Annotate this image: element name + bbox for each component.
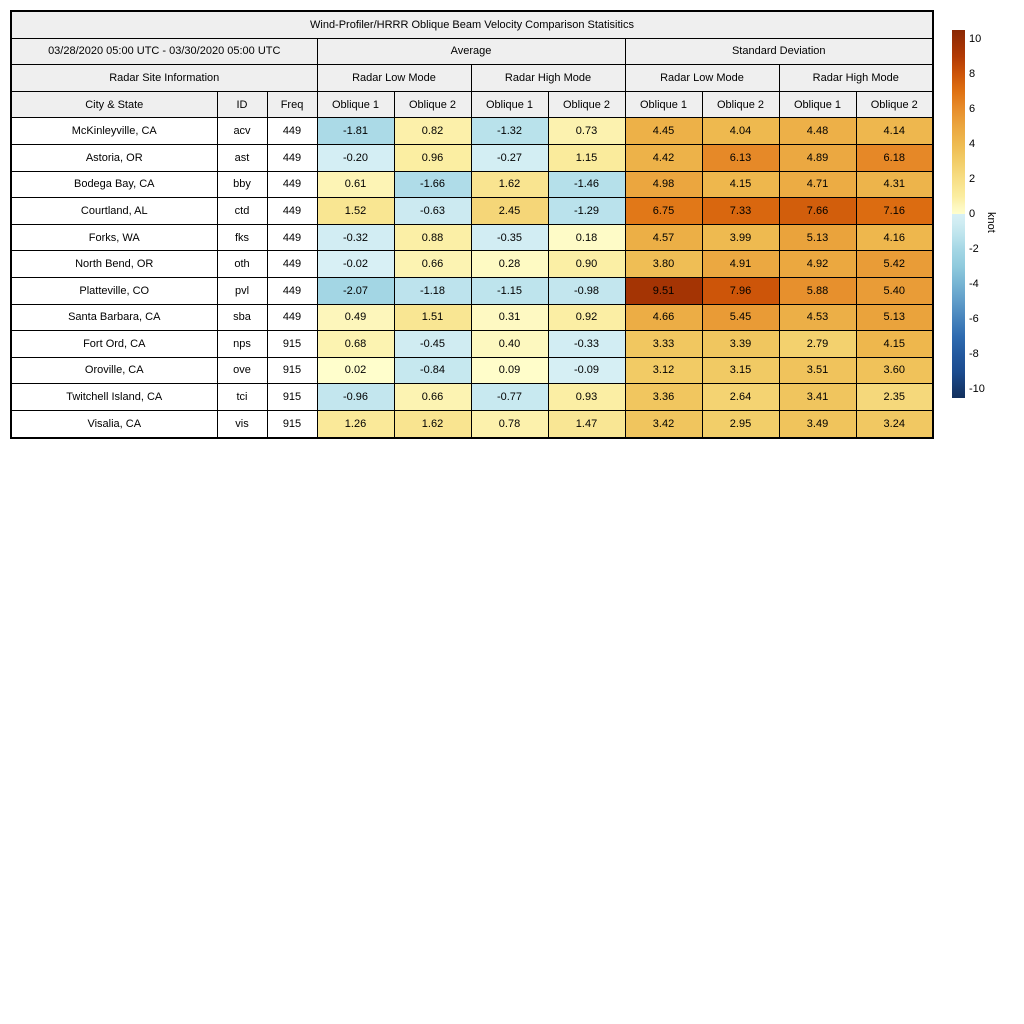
cell-value: 3.41 [779,384,856,411]
cell-id: vis [217,410,267,437]
cell-value: 7.66 [779,198,856,225]
cell-freq: 449 [267,224,317,251]
cell-value: 0.88 [394,224,471,251]
cell-value: 9.51 [625,277,702,304]
cell-value: -0.35 [471,224,548,251]
cell-value: 2.45 [471,198,548,225]
cell-value: 2.35 [856,384,933,411]
cell-city: North Bend, OR [11,251,217,278]
cell-value: -0.77 [471,384,548,411]
cell-value: 0.93 [548,384,625,411]
cell-value: -0.63 [394,198,471,225]
cell-value: 4.45 [625,118,702,145]
cell-value: -0.27 [471,144,548,171]
cell-value: 1.26 [317,410,394,437]
cell-value: -1.18 [394,277,471,304]
site-info-header: Radar Site Information [11,65,317,92]
cell-value: 6.13 [702,144,779,171]
col-header-oblique: Oblique 1 [317,91,394,118]
cell-id: ast [217,144,267,171]
col-header-freq: Freq [267,91,317,118]
cell-freq: 449 [267,304,317,331]
cell-value: -0.32 [317,224,394,251]
cell-value: 4.89 [779,144,856,171]
col-header-oblique: Oblique 1 [779,91,856,118]
cell-freq: 449 [267,198,317,225]
cell-value: 5.45 [702,304,779,331]
colorbar-tick-label: -6 [969,313,979,326]
cell-value: -2.07 [317,277,394,304]
table-row [11,384,933,411]
cell-value: 2.79 [779,331,856,358]
cell-value: -0.20 [317,144,394,171]
col-header-oblique: Oblique 2 [394,91,471,118]
table-title: Wind-Profiler/HRRR Oblique Beam Velocity Comparison Statisitics [11,11,933,38]
cell-value: 4.14 [856,118,933,145]
table-row [11,357,933,384]
cell-value: 0.92 [548,304,625,331]
cell-value: -1.66 [394,171,471,198]
table-row [11,277,933,304]
cell-city: Astoria, OR [11,144,217,171]
table-row [11,251,933,278]
cell-city: Platteville, CO [11,277,217,304]
cell-id: sba [217,304,267,331]
cell-value: 4.91 [702,251,779,278]
table-row [11,331,933,358]
cell-value: 4.16 [856,224,933,251]
cell-value: -1.15 [471,277,548,304]
table-row [11,198,933,225]
col-header-oblique: Oblique 1 [471,91,548,118]
cell-city: Twitchell Island, CA [11,384,217,411]
table-body [11,118,933,438]
colorbar-tick-label: 8 [969,67,976,80]
cell-freq: 449 [267,251,317,278]
cell-city: Courtland, AL [11,198,217,225]
cell-value: -0.96 [317,384,394,411]
cell-id: pvl [217,277,267,304]
mode-header-row [11,65,933,92]
cell-value: 3.39 [702,331,779,358]
cell-value: 0.66 [394,251,471,278]
table-row [11,304,933,331]
cell-id: bby [217,171,267,198]
cell-city: Fort Ord, CA [11,331,217,358]
col-header-oblique: Oblique 2 [856,91,933,118]
cell-freq: 915 [267,357,317,384]
cell-value: 3.49 [779,410,856,437]
cell-value: 3.51 [779,357,856,384]
cell-id: fks [217,224,267,251]
cell-value: 0.18 [548,224,625,251]
cell-value: 4.53 [779,304,856,331]
cell-freq: 449 [267,277,317,304]
cell-value: 5.42 [856,251,933,278]
cell-value: 3.80 [625,251,702,278]
cell-city: Oroville, CA [11,357,217,384]
cell-value: 0.82 [394,118,471,145]
cell-value: 6.18 [856,144,933,171]
cell-value: 4.57 [625,224,702,251]
cell-value: 0.66 [394,384,471,411]
mode-header: Radar Low Mode [625,65,779,92]
cell-value: 5.40 [856,277,933,304]
cell-value: 0.73 [548,118,625,145]
cell-id: tci [217,384,267,411]
cell-value: -1.29 [548,198,625,225]
cell-value: 0.02 [317,357,394,384]
cell-value: 3.24 [856,410,933,437]
col-header-id: ID [217,91,267,118]
cell-id: ctd [217,198,267,225]
cell-value: 0.40 [471,331,548,358]
cell-value: 4.15 [702,171,779,198]
cell-freq: 915 [267,384,317,411]
cell-city: Bodega Bay, CA [11,171,217,198]
mode-header: Radar High Mode [471,65,625,92]
group-stddev: Standard Deviation [625,38,933,65]
date-range: 03/28/2020 05:00 UTC - 03/30/2020 05:00 UTC [11,38,317,65]
cell-value: -1.46 [548,171,625,198]
cell-value: 0.90 [548,251,625,278]
cell-value: 3.33 [625,331,702,358]
cell-value: 4.71 [779,171,856,198]
cell-value: 5.13 [856,304,933,331]
cell-value: 1.15 [548,144,625,171]
cell-value: 1.62 [471,171,548,198]
table-row [11,224,933,251]
cell-value: 1.47 [548,410,625,437]
cell-value: 0.78 [471,410,548,437]
table-row [11,118,933,145]
col-header-oblique: Oblique 2 [702,91,779,118]
cell-value: 2.95 [702,410,779,437]
colorbar-tick-label: 2 [969,172,976,185]
cell-value: 0.96 [394,144,471,171]
cell-value: 3.99 [702,224,779,251]
mode-header: Radar Low Mode [317,65,471,92]
cell-freq: 449 [267,144,317,171]
cell-value: 4.48 [779,118,856,145]
cell-value: 0.31 [471,304,548,331]
cell-value: 3.60 [856,357,933,384]
cell-value: 2.64 [702,384,779,411]
group-header-row [11,38,933,65]
cell-value: 0.28 [471,251,548,278]
table-row [11,171,933,198]
colorbar-tick-label: 10 [969,32,982,45]
cell-id: acv [217,118,267,145]
group-average: Average [317,38,625,65]
cell-freq: 915 [267,410,317,437]
cell-value: 1.51 [394,304,471,331]
colorbar-tick-label: -10 [969,383,985,396]
col-header-oblique: Oblique 2 [548,91,625,118]
title-row [11,11,933,38]
cell-value: 4.04 [702,118,779,145]
column-header-row [11,91,933,118]
col-header-oblique: Oblique 1 [625,91,702,118]
cell-value: -1.32 [471,118,548,145]
cell-city: Visalia, CA [11,410,217,437]
colorbar-tick-label: -2 [969,243,979,256]
cell-value: 7.33 [702,198,779,225]
cell-value: 4.92 [779,251,856,278]
cell-value: 4.31 [856,171,933,198]
cell-value: -0.98 [548,277,625,304]
cell-value: 3.42 [625,410,702,437]
cell-freq: 915 [267,331,317,358]
cell-value: 7.16 [856,198,933,225]
cell-value: 0.68 [317,331,394,358]
cell-value: 4.66 [625,304,702,331]
cell-value: 3.15 [702,357,779,384]
cell-value: 1.52 [317,198,394,225]
mode-header: Radar High Mode [779,65,933,92]
cell-city: Forks, WA [11,224,217,251]
colorbar [952,30,965,398]
cell-value: -0.02 [317,251,394,278]
cell-value: 0.61 [317,171,394,198]
cell-value: 3.12 [625,357,702,384]
cell-value: 1.62 [394,410,471,437]
col-header-city: City & State [11,91,217,118]
cell-id: nps [217,331,267,358]
cell-id: ove [217,357,267,384]
colorbar-unit-label: knot [985,211,997,233]
cell-value: -0.33 [548,331,625,358]
cell-value: -0.09 [548,357,625,384]
cell-value: 5.13 [779,224,856,251]
table-row [11,410,933,437]
colorbar-tick-label: 0 [969,208,976,220]
colorbar-tick-label: -4 [969,278,979,291]
cell-city: Santa Barbara, CA [11,304,217,331]
colorbar-tick-label: 6 [969,102,976,115]
cell-value: -0.84 [394,357,471,384]
cell-value: -1.81 [317,118,394,145]
statistics-table [10,10,934,439]
cell-value: 0.09 [471,357,548,384]
cell-value: -0.45 [394,331,471,358]
cell-value: 4.42 [625,144,702,171]
table-row [11,144,933,171]
cell-value: 7.96 [702,277,779,304]
cell-freq: 449 [267,171,317,198]
cell-value: 5.88 [779,277,856,304]
colorbar-tick-label: 4 [969,137,976,150]
cell-freq: 449 [267,118,317,145]
cell-value: 0.49 [317,304,394,331]
cell-value: 4.98 [625,171,702,198]
cell-value: 3.36 [625,384,702,411]
cell-city: McKinleyville, CA [11,118,217,145]
cell-id: oth [217,251,267,278]
cell-value: 6.75 [625,198,702,225]
colorbar-tick-label: -8 [969,348,979,361]
cell-value: 4.15 [856,331,933,358]
